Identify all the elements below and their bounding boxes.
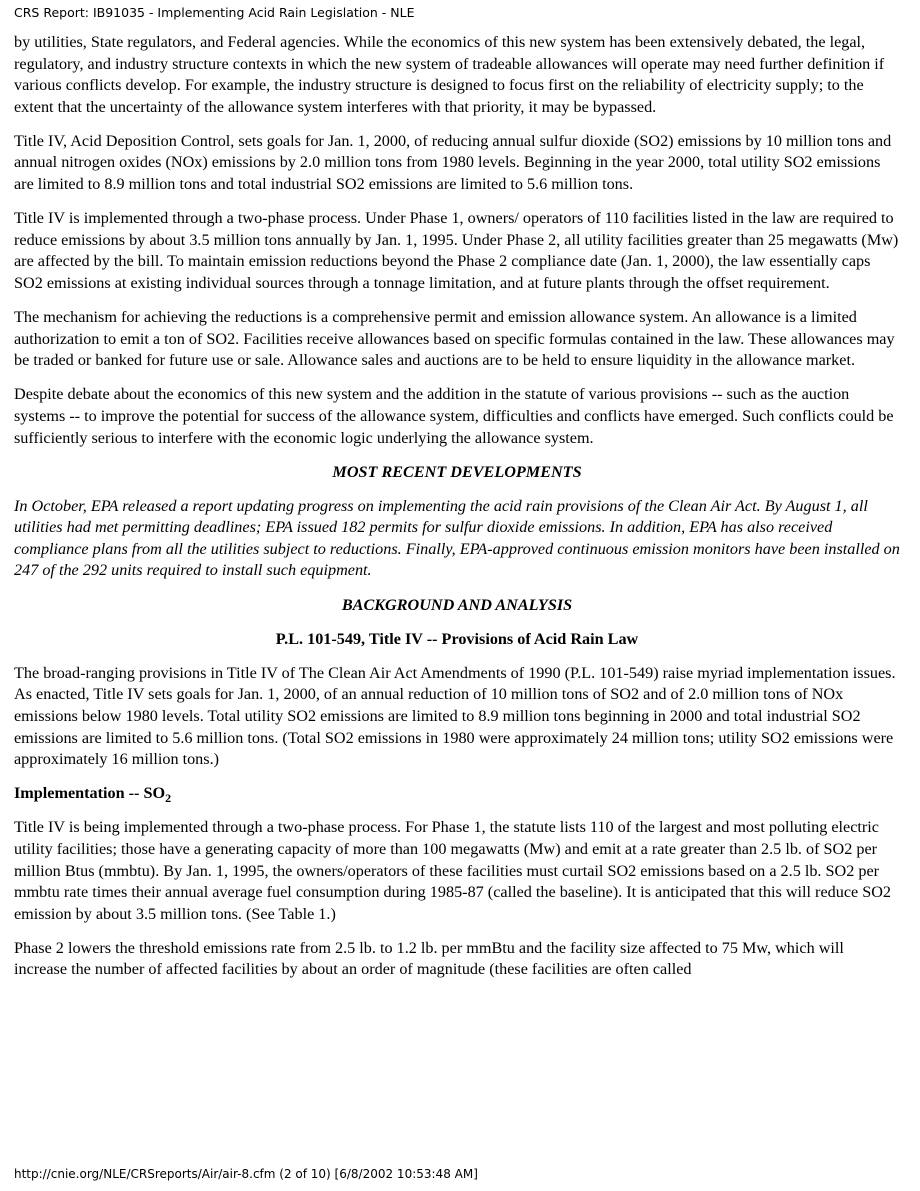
heading-most-recent-developments: MOST RECENT DEVELOPMENTS xyxy=(332,462,582,481)
browser-page-footer: http://cnie.org/NLE/CRSreports/Air/air-8.cfm (2 of 10) [6/8/2002 10:53:48 AM] xyxy=(14,1167,478,1181)
paragraph-mechanism: The mechanism for achieving the reductions is a comprehensive permit and emission allowance system. An allowance is a limited authorization to emit a ton of SO2. Facilities receive allowances based on specific formulas contained in the law. These allowances may be traded or banked for future use or sale. Allowance sales and auctions are to be held to ensure liquidity in the allowance market. xyxy=(14,308,895,370)
paragraph-economics: by utilities, State regulators, and Federal agencies. While the economics of this new system has been extensively debated, the legal, regulatory, and industry structure contexts in which the new system of tradeable allowances will operate may need further definition if various conflicts develop. For example, the industry structure is designed to focus first on the reliability of electricity supply; to the extent that the uncertainty of the allowance system interferes with that priority, it may be bypassed. xyxy=(14,33,885,116)
paragraph-conflicts: Despite debate about the economics of this new system and the addition in the statute of various provisions -- such as the auction systems -- to improve the potential for success of the allowance system, difficulties and conflicts have emerged. Such conflicts could be sufficiently serious to interfere with the economic logic underlying the allowance system. xyxy=(14,385,894,447)
browser-page-header: CRS Report: IB91035 - Implementing Acid Rain Legislation - NLE xyxy=(14,5,415,20)
heading-implementation-text: Implementation -- SO xyxy=(14,784,166,803)
heading-background-analysis: BACKGROUND AND ANALYSIS xyxy=(341,595,573,614)
report-body xyxy=(14,32,900,993)
paragraph-provisions: The broad-ranging provisions in Title IV of The Clean Air Act Amendments of 1990 (P.L. 101-549) raise myriad implementation issues. As enacted, Title IV sets goals for Jan. 1, 2000, of an annual reduction of 10 million tons of SO2 and of 2.0 million tons of NOx emissions below 1980 levels. Total utility SO2 emissions are limited to 8.9 million tons beginning in 2000 and total industrial SO2 emissions are limited to 5.6 million tons. (Total SO2 emissions in 1980 were approximately 24 million tons; utility SO2 emissions were approximately 16 million tons.) xyxy=(14,663,896,769)
paragraph-title-iv-goals: Title IV, Acid Deposition Control, sets goals for Jan. 1, 2000, of reducing annual sulfur dioxide (SO2) emissions by 10 million tons and annual nitrogen oxides (NOx) emissions by 2.0 million tons from 1980 levels. Beginning in the year 2000, total utility SO2 emissions are limited to 8.9 million tons and total industrial SO2 emissions are limited to 5.6 million tons. xyxy=(14,131,892,194)
paragraph-recent-developments: In October, EPA released a report updating progress on implementing the acid rain provisions of the Clean Air Act. By August 1, all utilities had met permitting deadlines; EPA issued 182 permits for sulfur dioxide emissions. In addition, EPA has also received compliance plans from all the utilities subject to reductions. Finally, EPA-approved continuous emission monitors have been installed on 247 of the 292 units required to install such equipment. xyxy=(14,496,900,580)
heading-pl-title-iv: P.L. 101-549, Title IV -- Provisions of Acid Rain Law xyxy=(275,629,639,648)
heading-implementation-subscript: 2 xyxy=(165,791,172,806)
heading-implementation-so2 xyxy=(14,783,900,805)
paragraph-phase-1: Title IV is being implemented through a two-phase process. For Phase 1, the statute lists 110 of the largest and most polluting electric utility facilities; those have a generating capacity of more than 100 megawatts (Mw) and emit at a rate greater than 2.5 lb. of SO2 per million Btus (mmbtu). By Jan. 1, 1995, the owners/operators of these facilities must curtail SO2 emissions based on a 2.5 lb. SO2 per mmbtu rate times their annual average fuel consumption during 1985-87 (called the baseline). It is anticipated that this will reduce SO2 emission by about 3.5 million tons. (See Table 1.) xyxy=(14,818,892,923)
paragraph-phase-2: Phase 2 lowers the threshold emissions rate from 2.5 lb. to 1.2 lb. per mmBtu and the facility size affected to 75 Mw, which will increase the number of affected facilities by about an order of magnitude (these facilities are often called xyxy=(14,938,844,979)
paragraph-two-phase: Title IV is implemented through a two-phase process. Under Phase 1, owners/ operators of 110 facilities listed in the law are required to reduce emissions by about 3.5 million tons annually by Jan. 1, 1995. Under Phase 2, all utility facilities greater than 25 megawatts (Mw) are affected by the bill. To maintain emission reductions beyond the Phase 2 compliance date (Jan. 1, 2000), the law essentially caps SO2 emissions at existing individual sources through a tonnage limitation, and at future plants through the offset requirement. xyxy=(14,209,899,292)
